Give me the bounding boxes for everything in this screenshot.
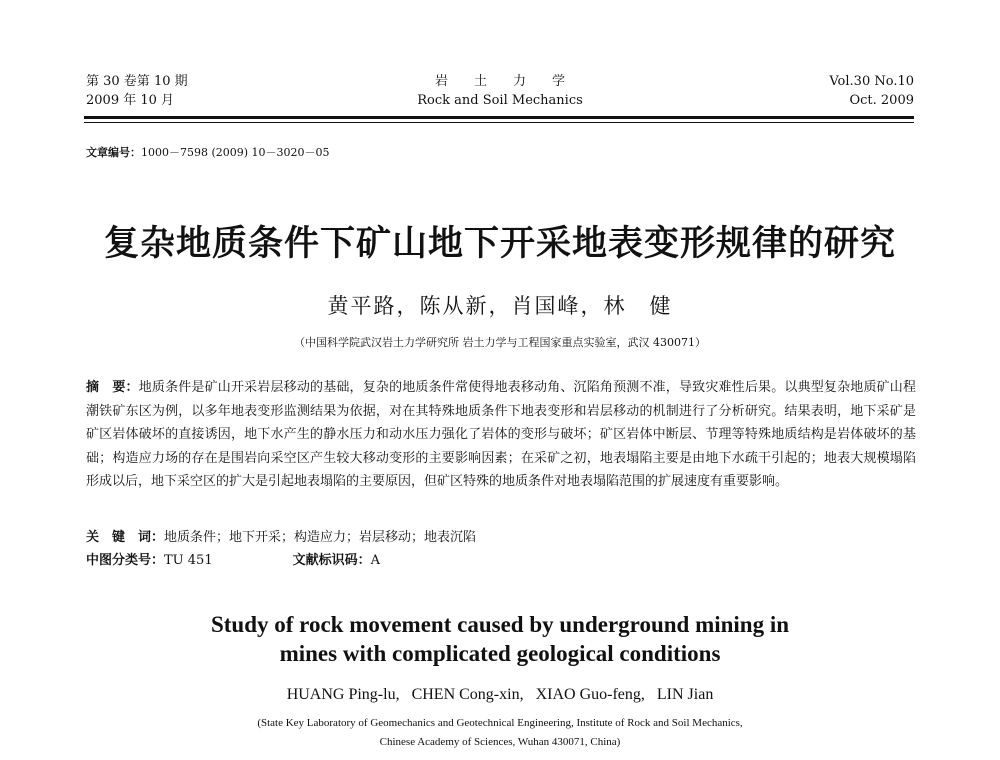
authors-cn: 黄平路，陈从新，肖国峰，林 健: [327, 294, 673, 318]
paper-title-en: [0, 610, 1000, 668]
affiliation-cn: （中国科学院武汉岩土力学研究所 岩土力学与工程国家重点实验室，武汉 430071）: [294, 336, 706, 349]
header-right: [829, 72, 914, 110]
journal-title-cn: 岩土力学: [434, 74, 591, 89]
volume-cn: 第 30 卷第 10 期: [86, 74, 188, 89]
classification: [86, 549, 380, 568]
journal-title-en: Rock and Soil Mechanics: [417, 93, 583, 108]
keywords-label: 关 键 词：: [86, 530, 165, 545]
article-number-value: 1000－7598 (2009) 10－3020－05: [141, 146, 330, 159]
abstract-label: 摘 要：: [86, 380, 139, 395]
doc-code-label: 文献标识码：: [292, 553, 371, 568]
keywords: [86, 526, 476, 545]
abstract: [86, 376, 916, 494]
clc-value: TU 451: [164, 553, 213, 568]
doc-code-value: A: [370, 553, 380, 568]
article-number: [86, 144, 330, 160]
keywords-text: 地质条件；地下开采；构造应力；岩层移动；地表沉陷: [164, 530, 477, 545]
article-number-label: 文章编号：: [86, 146, 141, 159]
date-cn: 2009 年 10 月: [86, 93, 175, 108]
header-rule-thin: [84, 122, 914, 123]
clc-label: 中图分类号：: [86, 553, 165, 568]
header-rule-thick: [84, 116, 914, 119]
authors-en: HUANG Ping-lu, CHEN Cong-xin, XIAO Guo-feng, LIN Jian: [286, 686, 714, 703]
paper-title-en-line2: mines with complicated geological conditions: [279, 641, 721, 666]
volume-en: Vol.30 No.10: [829, 74, 914, 89]
date-en: Oct. 2009: [849, 93, 914, 108]
paper-title-cn: 复杂地质条件下矿山地下开采地表变形规律的研究: [103, 224, 896, 264]
affiliation-en-line2: Chinese Academy of Sciences, Wuhan 430071, China): [379, 736, 621, 748]
affiliation-en-line1: (State Key Laboratory of Geomechanics and Geotechnical Engineering, Institute of Rock and Soil Mechanics,: [257, 717, 743, 729]
affiliation-en: [0, 714, 1000, 752]
paper-title-en-line1: Study of rock movement caused by underground mining in: [210, 612, 790, 637]
abstract-text: 地质条件是矿山开采岩层移动的基础，复杂的地质条件常使得地表移动角、沉陷角预测不准，导致灾难性后果。以典型复杂地质矿山程潮铁矿东区为例，以多年地表变形监测结果为依据，对在其特殊地质条件下地表变形和岩层移动的机制进行了分析研究。结果表明，地下采矿是矿区岩体破坏的直接诱因，地下水产生的静水压力和动水压力强化了岩体的变形与破坏；矿区岩体中断层、节理等特殊地质结构是岩体破坏的基础；构造应力场的存在是围岩向采空区产生较大移动变形的主要影响因素；在采矿之初，地表塌陷主要是由地下水疏干引起的；地表大规模塌陷形成以后，地下采空区的扩大是引起地表塌陷的主要原因，但矿区特殊的地质条件对地表塌陷范围的扩展速度有重要影响。: [86, 380, 916, 489]
